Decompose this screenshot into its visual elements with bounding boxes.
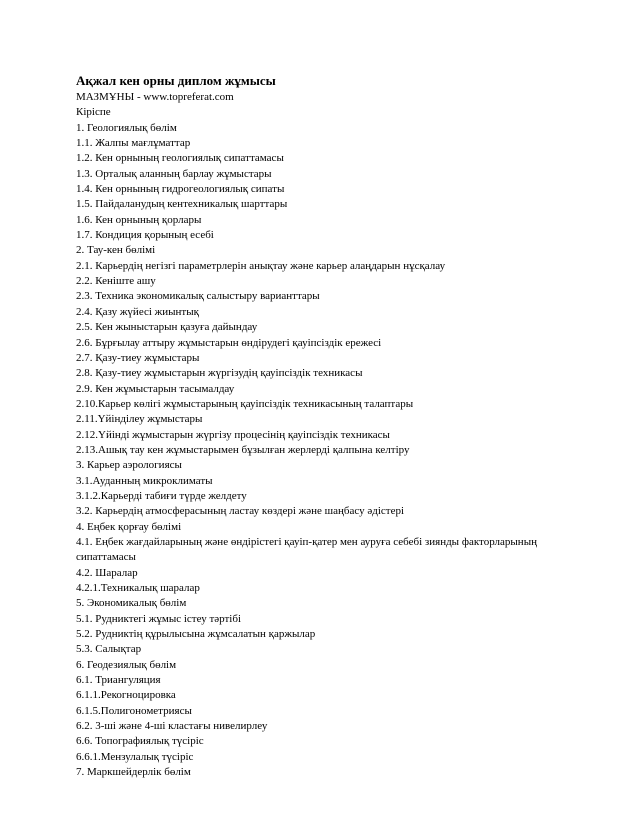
toc-line: 2.4. Қазу жүйесі жиынтық <box>76 305 199 318</box>
toc-line: 2.12.Үйіндi жұмыстарын жүргізу процесінің қауіпсіздік техникасы <box>76 428 390 441</box>
toc-line: 2.3. Техника экономикалық салыстыру варианттары <box>76 290 320 303</box>
toc-line: 1.7. Кондиция қорының есебі <box>76 229 214 242</box>
toc-line: 1.3. Орталық аланның барлау жұмыстары <box>76 167 272 180</box>
toc-line: 2.13.Ашық тау кен жұмыстарымен бұзылған жерлерді қалпына келтіру <box>76 443 410 456</box>
toc-line: 5.3. Салықтар <box>76 643 142 656</box>
toc-line: 4.1. Еңбек жағдайларының және өндірістегі қауіп-қатер мен ауруға себебі зиянды факторларының сипаттамасы <box>76 535 537 564</box>
toc-line: 6.1. Триангуляция <box>76 674 161 687</box>
toc-line: 2.6. Бұрғылау аттыру жұмыстарын өндірудегі қауіпсіздік ережесі <box>76 336 382 349</box>
toc-line: 3.1.2.Карьерді табиғи түрде желдету <box>76 489 247 502</box>
toc-line: 3. Карьер аэрологиясы <box>76 459 182 472</box>
toc-line: 2.9. Кен жұмыстарын тасымалдау <box>76 382 235 395</box>
toc-line: 6.2. 3-ші және 4-ші кластағы нивелирлеу <box>76 720 268 733</box>
toc-line: 5. Экономикалық бөлім <box>76 597 187 610</box>
toc-line: 2.7. Қазу-тиеу жұмыстары <box>76 351 200 364</box>
toc-line: 1.5. Пайдаланудың кентехникалық шарттары <box>76 198 288 211</box>
toc-line: 1.1. Жалпы мағлұматтар <box>76 137 191 150</box>
toc-line: 2.8. Қазу-тиеу жұмыстарын жүргізудің қауіпсіздік техникасы <box>76 367 363 380</box>
toc-line: 2.5. Кен жыныстарын қазуға дайындау <box>76 321 258 334</box>
toc-line: 7. Маркшейдерлік бөлім <box>76 766 191 779</box>
toc-line: 1.2. Кен орнының геологиялық сипаттамасы <box>76 152 284 165</box>
document-page <box>76 72 616 780</box>
toc-line: 1.6. Кен орнының қорлары <box>76 213 202 226</box>
toc-line: 5.2. Рудниктің құрылысына жұмсалатын қаржылар <box>76 628 316 641</box>
toc-line: 6.1.5.Полигонометриясы <box>76 704 192 717</box>
toc-line: МАЗМҰНЫ - www.topreferat.com <box>76 91 234 103</box>
toc-line: 2.11.Үйіндiлеу жұмыстары <box>76 413 203 426</box>
toc-line: 2.10.Карьер көлігі жұмыстарының қауіпсіздік техникасының талаптары <box>76 397 414 410</box>
toc-line: 6.6.1.Мензулалық түсіріс <box>76 750 194 763</box>
document-title: Ақжал кен орны диплом жұмысы <box>76 73 276 88</box>
toc-line: 4. Еңбек қорғау бөлімі <box>76 520 182 533</box>
toc-line: 3.1.Ауданның микроклиматы <box>76 474 213 487</box>
toc-line: 4.2. Шаралар <box>76 566 138 579</box>
toc-line: Кіріспе <box>76 106 111 119</box>
toc-line: 6.6. Топографиялық түсіріс <box>76 735 204 748</box>
toc-line: 6.1.1.Рекогноцировка <box>76 689 176 702</box>
toc-line: 2.1. Карьердің негізгі параметрлерін анықтау және карьер алаңдарын нұсқалау <box>76 259 446 272</box>
toc-line: 5.1. Рудниктегі жұмыс істеу тәртібі <box>76 612 241 625</box>
toc-line: 1.4. Кен орнының гидрогеологиялық сипаты <box>76 183 285 196</box>
toc-line: 3.2. Карьердің атмосферасының ластау көздері және шаңбасу әдістері <box>76 505 405 518</box>
toc-line: 1. Геологиялық бөлім <box>76 121 177 134</box>
toc-line: 4.2.1.Техникалық шаралар <box>76 582 200 594</box>
table-of-contents <box>76 90 616 780</box>
toc-line: 2.2. Кеніште ашу <box>76 275 156 288</box>
toc-line: 6. Геодезиялық бөлім <box>76 658 177 671</box>
toc-line: 2. Тау-кен бөлімі <box>76 244 156 257</box>
